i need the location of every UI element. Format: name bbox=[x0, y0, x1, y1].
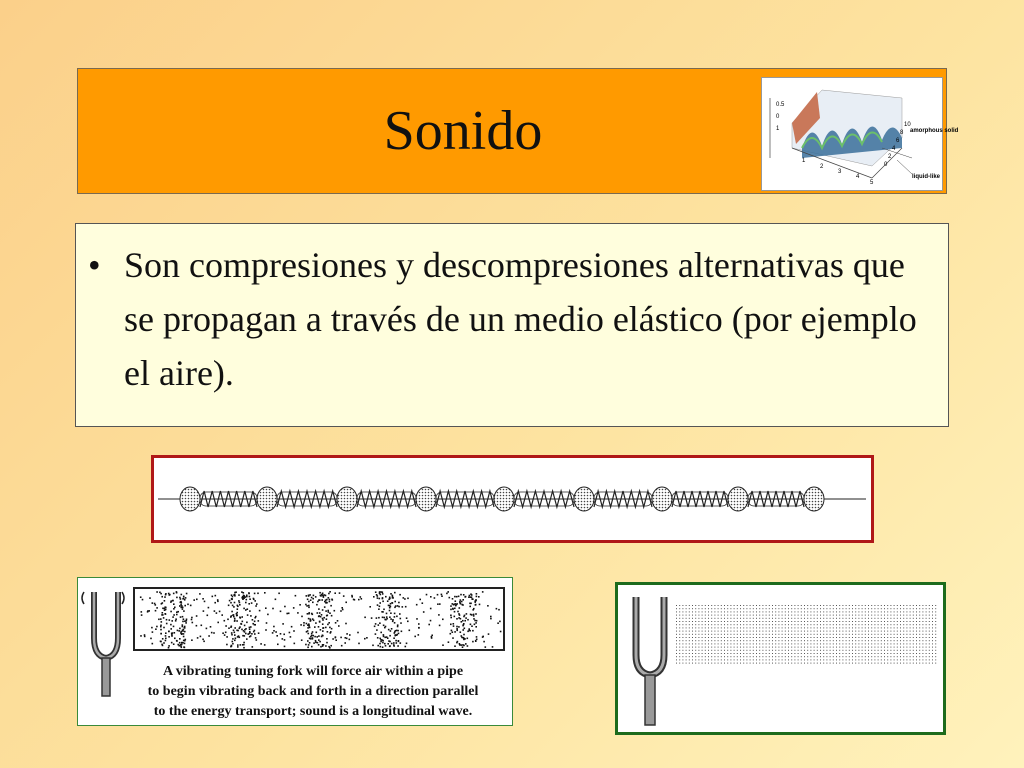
caption-line: to begin vibrating back and forth in a direction parallel bbox=[147, 684, 479, 699]
air-particle-grid bbox=[676, 605, 936, 664]
content-box bbox=[75, 223, 949, 427]
spring-bead bbox=[416, 487, 436, 511]
tuning-fork-air-graphic bbox=[618, 585, 943, 732]
thumb-label: amorphous solid bbox=[910, 128, 959, 134]
surface-plot-graphic bbox=[762, 78, 959, 190]
thumb-label: 5 bbox=[870, 180, 874, 186]
caption-line: to the energy transport; sound is a longitudinal wave. bbox=[153, 704, 473, 719]
spring-bead bbox=[728, 487, 748, 511]
thumb-label: 0 bbox=[776, 114, 780, 120]
thumb-label: 4 bbox=[856, 174, 860, 180]
thumb-label: 2 bbox=[820, 164, 824, 170]
fork-caption bbox=[118, 662, 508, 722]
thumb-label: 8 bbox=[900, 130, 904, 136]
thumb-label: 4 bbox=[892, 146, 896, 152]
bullet-item bbox=[88, 238, 928, 400]
tuning-fork-pipe-figure bbox=[77, 577, 513, 726]
thumb-label: 1 bbox=[776, 126, 780, 132]
bullet-text: Son compresiones y descompresiones alternativas que se propagan a través de un medio elástico (por ejemplo el aire). bbox=[124, 245, 917, 393]
slide-title: Sonido bbox=[383, 100, 543, 162]
spring-bead bbox=[494, 487, 514, 511]
thumb-label: 6 bbox=[896, 138, 900, 144]
thumb-label: 10 bbox=[904, 122, 911, 128]
spring-bead bbox=[804, 487, 824, 511]
thumb-label: 3 bbox=[838, 169, 842, 175]
spring-wave-figure bbox=[151, 455, 874, 543]
spring-bead bbox=[574, 487, 594, 511]
tuning-fork-air-figure bbox=[615, 582, 946, 735]
bullet-dot-icon: • bbox=[88, 245, 101, 285]
spring-bead bbox=[257, 487, 277, 511]
caption-line: A vibrating tuning fork will force air within a pipe bbox=[162, 664, 464, 679]
spring-wave-graphic bbox=[154, 458, 871, 540]
title-banner bbox=[77, 68, 959, 194]
thumb-label: 2 bbox=[888, 154, 892, 160]
spring-bead bbox=[337, 487, 357, 511]
thumb-label: 0.5 bbox=[776, 102, 785, 108]
surface-plot-image bbox=[761, 77, 959, 191]
thumb-label: 1 bbox=[802, 158, 806, 164]
spring-coils bbox=[158, 487, 866, 511]
spring-bead bbox=[180, 487, 200, 511]
thumb-label: liquid-like bbox=[912, 174, 941, 180]
spring-bead bbox=[652, 487, 672, 511]
thumb-label: 0 bbox=[884, 162, 888, 168]
